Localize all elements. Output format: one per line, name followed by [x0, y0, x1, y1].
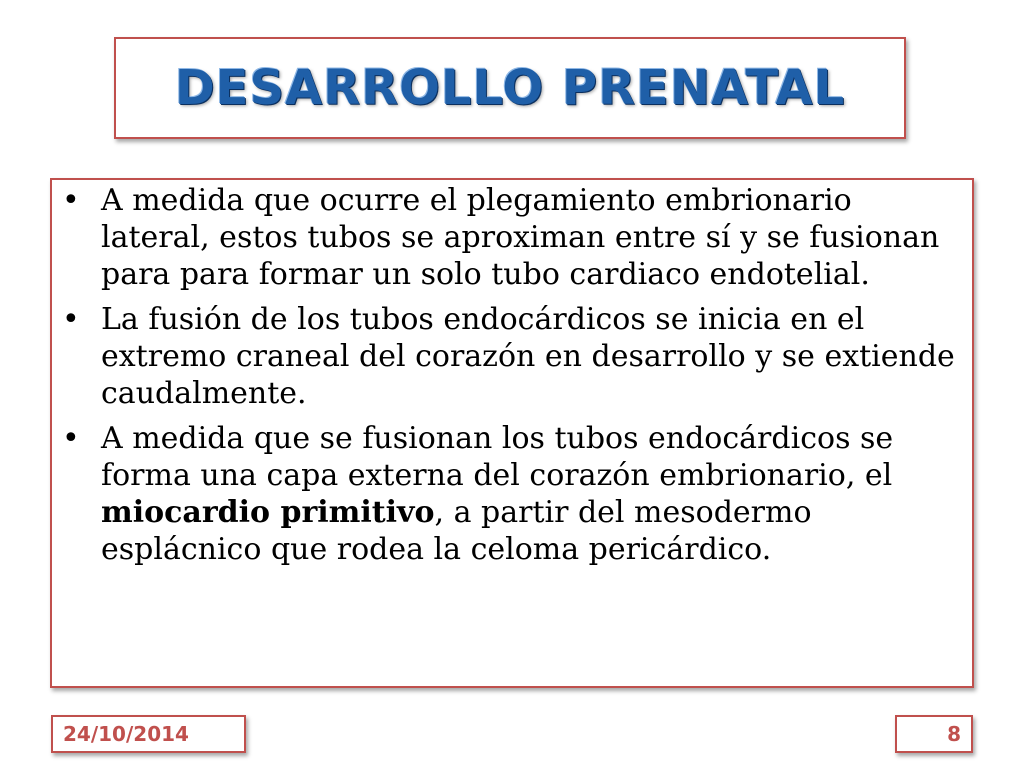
bullet-text-after: , a partir del mesodermo esplácnico que rodea la celoma pericárdico.: [101, 495, 812, 567]
content-frame: [50, 178, 974, 688]
bullet-text-bold: miocardio primitivo: [101, 495, 435, 530]
title-frame: [114, 37, 906, 139]
bullet-text: A medida que ocurre el plegamiento embrionario lateral, estos tubos se aproximan entre sí y se fusionan para para formar un solo tubo cardiaco endotelial.: [101, 183, 940, 292]
slide-title: DESARROLLO PRENATAL: [174, 60, 846, 116]
bullet-item: [52, 182, 972, 293]
footer-page-frame: [895, 715, 973, 753]
footer-date: 24/10/2014: [63, 722, 189, 746]
bullet-item: [52, 420, 972, 568]
bullet-text-before: A medida que se fusionan los tubos endocárdicos se forma una capa externa del corazón embrionario, el: [101, 421, 894, 493]
footer-date-frame: [51, 715, 246, 753]
page-number: 8: [947, 722, 961, 746]
bullet-list: [52, 180, 972, 568]
bullet-text: La fusión de los tubos endocárdicos se inicia en el extremo craneal del corazón en desarrollo y se extiende caudalmente.: [101, 302, 955, 411]
bullet-marker: •: [62, 302, 80, 337]
bullet-item: [52, 301, 972, 412]
bullet-marker: •: [62, 183, 80, 218]
bullet-marker: •: [62, 421, 80, 456]
